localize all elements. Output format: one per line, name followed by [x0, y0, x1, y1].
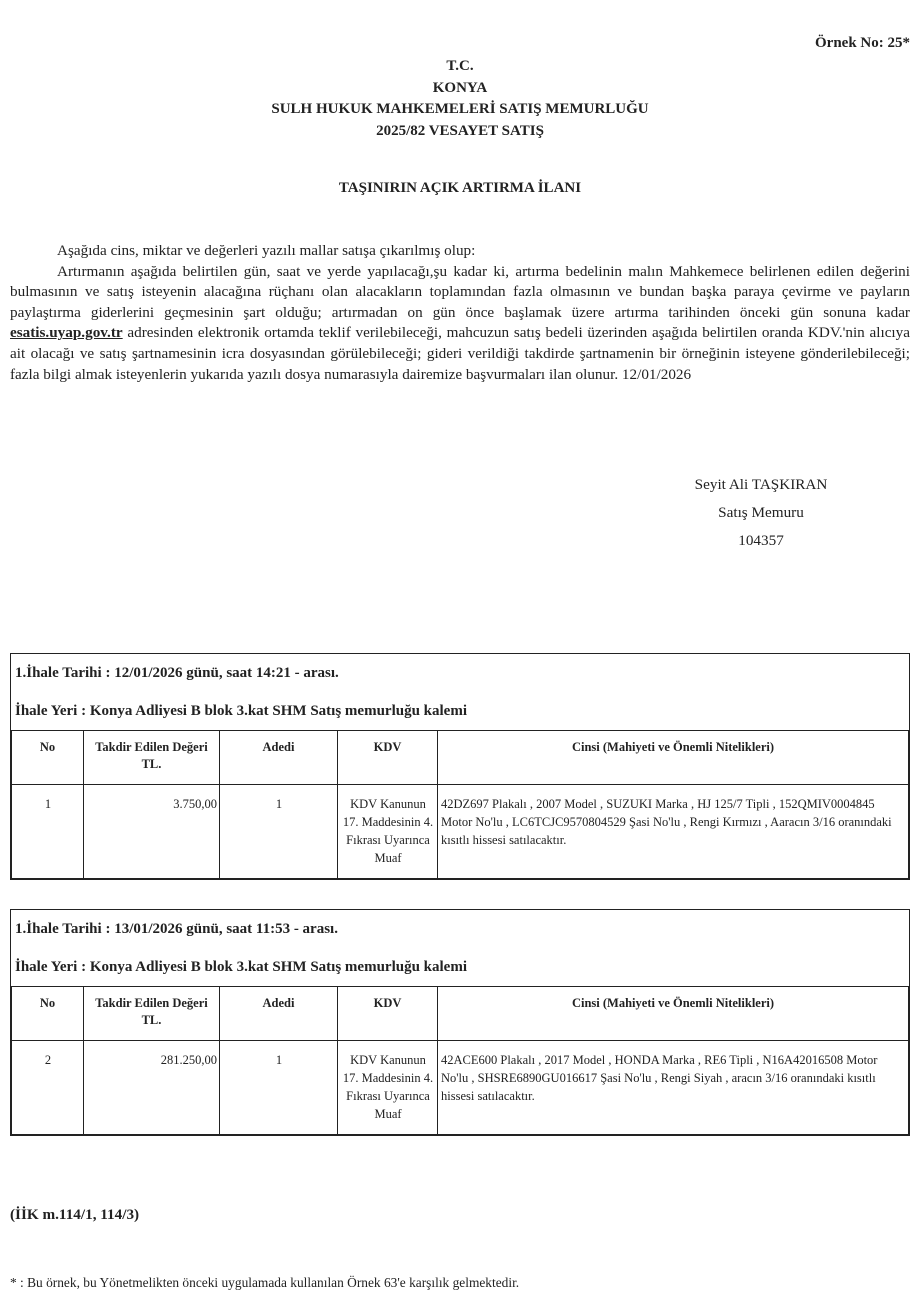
announcement-body	[10, 241, 910, 385]
table-header-row	[12, 731, 909, 785]
column-header-value: Takdir Edilen Değeri TL.	[84, 731, 220, 785]
sale-block-1	[10, 653, 910, 880]
cell-description: 42DZ697 Plakalı , 2007 Model , SUZUKI Marka , HJ 125/7 Tipli , 152QMIV0004845 Motor No'lu , LC6TCJC9570804529 Şasi No'lu , Rengi Kırmızı , Aaracın 3/16 oranındaki kısıtlı hissesi satılacaktır.	[438, 785, 909, 879]
body-paragraph-2-end: adresinden elektronik ortamda teklif verilebileceği, mahcuzun satış bedeli üzerinden aşağıda belirtilen oranda KDV.'nin alıcıya ait olacağı ve satış şartnamesinin icra dosyasından görülebileceği; gideri verildiği takdirde şartnamenin bir örneğinin isteyene gönderilebileceği; fazla bilgi almak isteyenlerin yukarıda yazılı dosya numarasıyla dairemize başvurmaları ilan olunur. 12/01/2026	[10, 324, 910, 383]
cell-no: 1	[12, 785, 84, 879]
cell-description: 42ACE600 Plakalı , 2017 Model , HONDA Marka , RE6 Tipli , N16A42016508 Motor No'lu , SHSRE6890GU016617 Şasi No'lu , Rengi Siyah , aracın 3/16 oranındaki kısıtlı hissesi satılacaktır.	[438, 1041, 909, 1135]
sale-items-table	[11, 986, 909, 1135]
sale-date-label: 1.İhale Tarihi :	[15, 665, 115, 681]
legal-reference: (İİK m.114/1, 114/3)	[10, 1206, 140, 1223]
cell-kdv: KDV Kanunun 17. Maddesinin 4. Fıkrası Uyarınca Muaf	[338, 785, 438, 879]
sale-date-line	[11, 654, 909, 692]
page-title: TAŞINIRIN AÇIK ARTIRMA İLANI	[338, 180, 582, 196]
document-header	[0, 56, 920, 142]
column-header-kdv: KDV	[338, 987, 438, 1041]
sale-place-line	[11, 692, 909, 730]
signer-number: 104357	[738, 532, 784, 549]
body-paragraph-1: Aşağıda cins, miktar ve değerleri yazılı mallar satışa çıkarılmış olup:	[57, 242, 476, 259]
sale-place-value: Konya Adliyesi B blok 3.kat SHM Satış memurluğu kalemi	[89, 703, 467, 719]
column-header-description: Cinsi (Mahiyeti ve Önemli Nitelikleri)	[438, 731, 909, 785]
footnote: * : Bu örnek, bu Yönetmelikten önceki uygulamada kullanılan Örnek 63'e karşılık gelmektedir.	[10, 1275, 520, 1290]
column-header-count: Adedi	[220, 987, 338, 1041]
cell-count: 1	[220, 1041, 338, 1135]
sale-date-line	[11, 910, 909, 948]
sale-place-label: İhale Yeri :	[15, 703, 90, 719]
column-header-value: Takdir Edilen Değeri TL.	[84, 987, 220, 1041]
sale-place-label: İhale Yeri :	[15, 959, 90, 975]
cell-kdv: KDV Kanunun 17. Maddesinin 4. Fıkrası Uyarınca Muaf	[338, 1041, 438, 1135]
cell-value: 281.250,00	[84, 1041, 220, 1135]
body-paragraph-2	[10, 262, 910, 386]
column-header-no: No	[12, 731, 84, 785]
cell-value: 3.750,00	[84, 785, 220, 879]
sale-items-table	[11, 730, 909, 879]
esatis-link[interactable]: esatis.uyap.gov.tr	[10, 324, 123, 342]
signature-block	[661, 471, 861, 555]
column-header-count: Adedi	[220, 731, 338, 785]
column-header-kdv: KDV	[338, 731, 438, 785]
sample-number: Örnek No: 25*	[815, 35, 910, 51]
column-header-no: No	[12, 987, 84, 1041]
signer-role: Satış Memuru	[718, 504, 804, 521]
header-line-city: KONYA	[432, 79, 488, 96]
body-paragraph-2-start: Artırmanın aşağıda belirtilen gün, saat ve yerde yapılacağı,şu kadar ki, artırma bedelinin malın Mahkemece belirlenen edilen değerini bulmasının ve satış isteyenin alacağına rüçhanı olan alacakların toplamından fazla olmasının ve bundan başka paraya çevirme ve payların paylaştırma giderlerini geçmesinin şart olduğu; artırmadan on gün önce başlamak üzere artırma tarihinden önceki gün sonuna kadar	[10, 262, 910, 321]
table-row	[12, 785, 909, 879]
header-line-file: 2025/82 VESAYET SATIŞ	[376, 122, 544, 139]
sale-date-value: 12/01/2026 günü, saat 14:21 - arası.	[114, 665, 339, 681]
signer-name: Seyit Ali TAŞKIRAN	[694, 476, 828, 493]
column-header-description: Cinsi (Mahiyeti ve Önemli Nitelikleri)	[438, 987, 909, 1041]
sale-place-value: Konya Adliyesi B blok 3.kat SHM Satış memurluğu kalemi	[89, 959, 467, 975]
sale-date-value: 13/01/2026 günü, saat 11:53 - arası.	[114, 921, 338, 937]
header-line-office: SULH HUKUK MAHKEMELERİ SATIŞ MEMURLUĞU	[271, 101, 649, 117]
cell-no: 2	[12, 1041, 84, 1135]
table-row	[12, 1041, 909, 1135]
sale-block-2	[10, 909, 910, 1136]
table-header-row	[12, 987, 909, 1041]
sale-place-line	[11, 948, 909, 986]
header-line-tc: T.C.	[446, 58, 474, 74]
sale-date-label: 1.İhale Tarihi :	[15, 921, 115, 937]
cell-count: 1	[220, 785, 338, 879]
